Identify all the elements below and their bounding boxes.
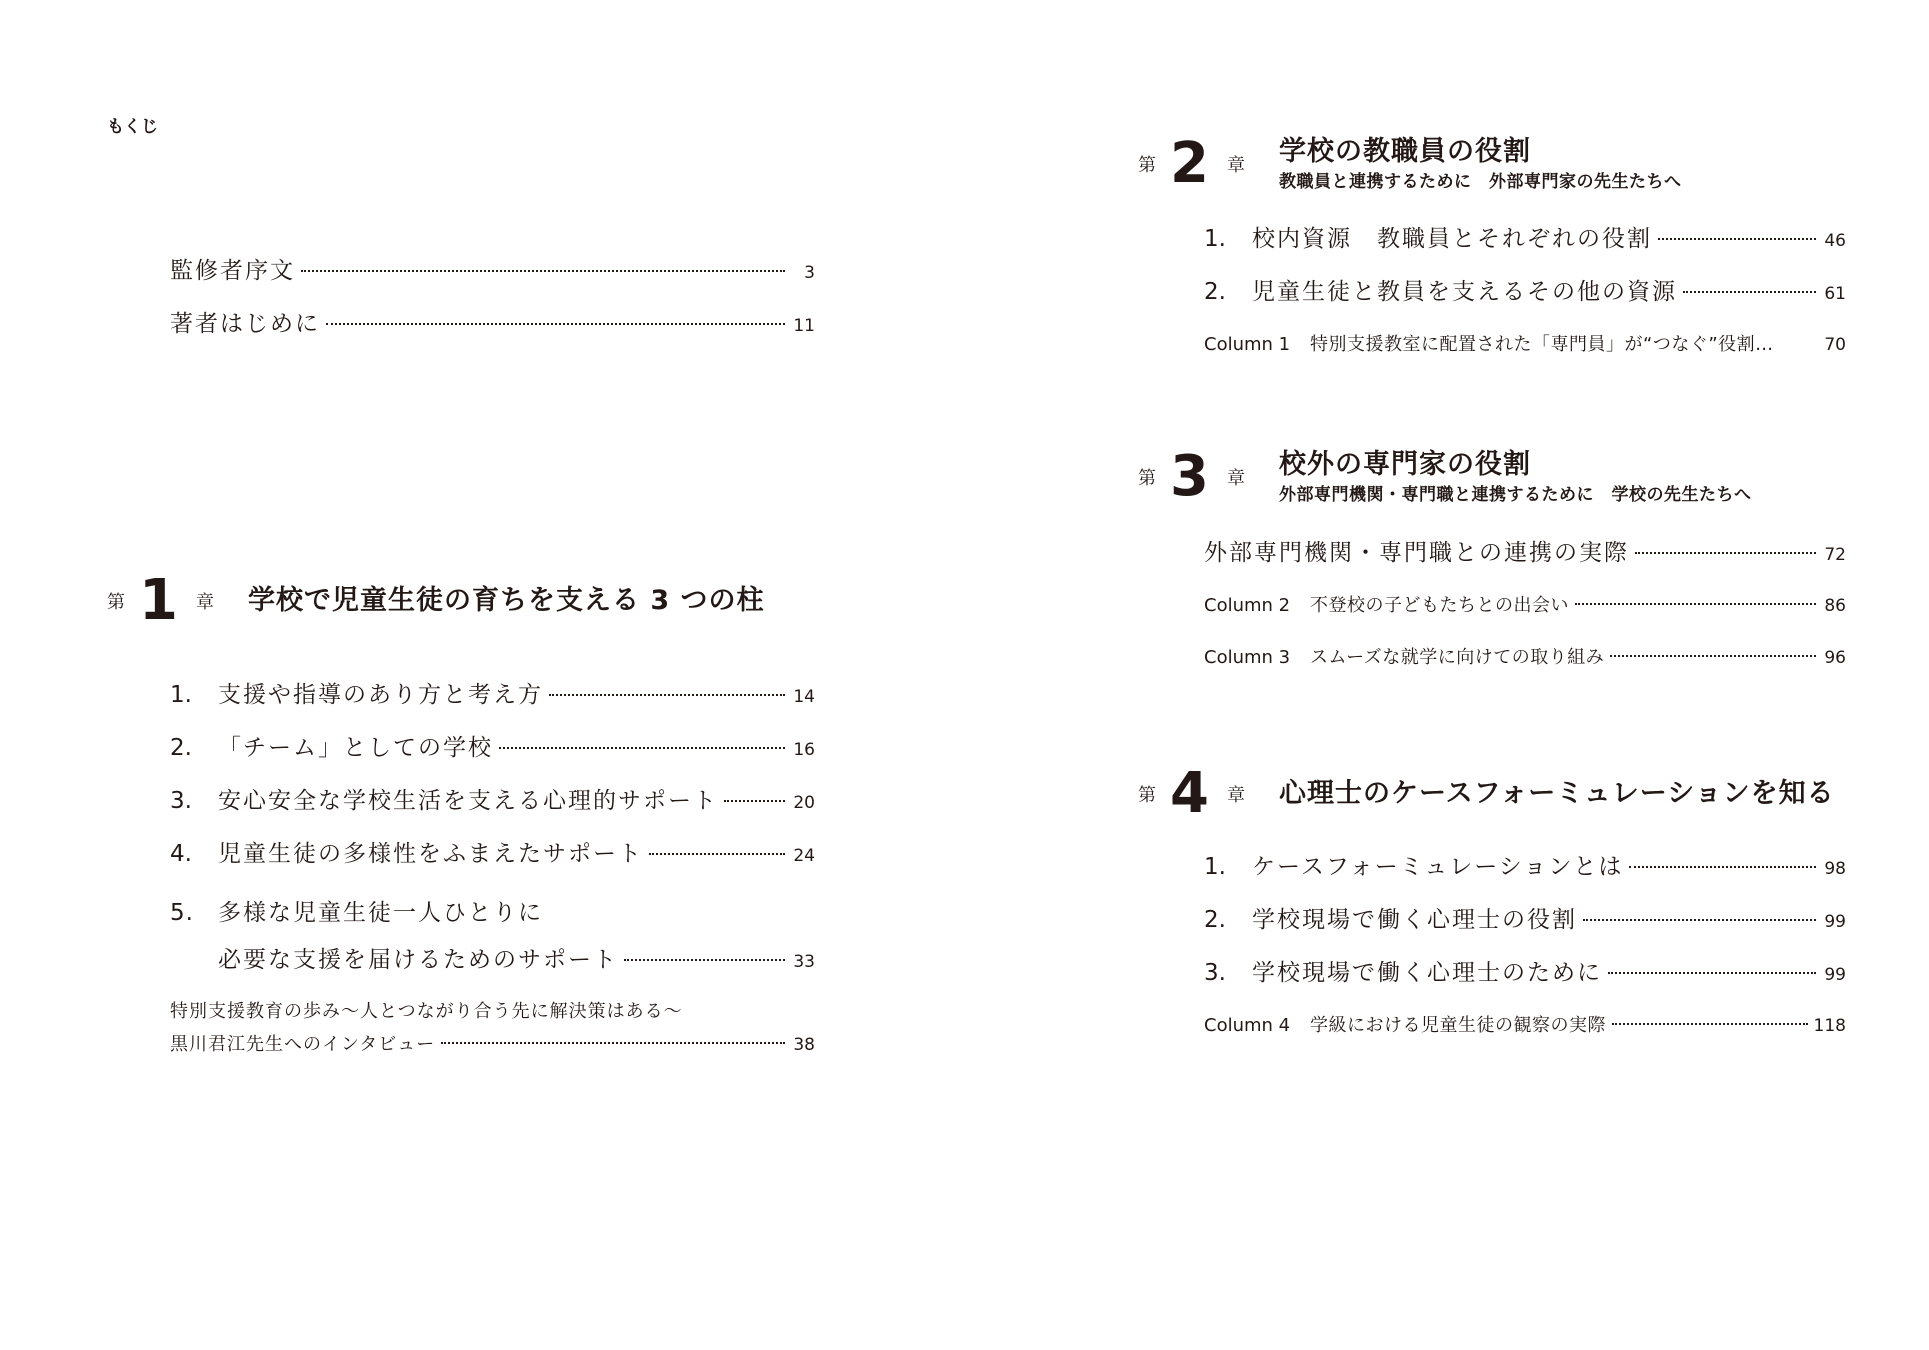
dot-leader [1610,655,1816,657]
entry-title: 多様な児童生徒一人ひとりに [218,900,543,926]
page-number: 3 [804,263,815,283]
column-label: Column 1 [1204,334,1291,355]
dot-leader [1635,552,1816,554]
entry-title: 監修者序文 [170,258,295,284]
page-number: 20 [793,793,815,813]
toc-entry-3-1[interactable] [1204,534,1846,567]
entry-number: 2. [1204,907,1226,933]
dot-leader [1612,1023,1808,1025]
column-label: Column 3 [1204,647,1291,668]
page-number: 16 [793,740,815,760]
toc-entry-column-4[interactable] [1204,1011,1846,1037]
chapter-suffix: 章 [1226,155,1245,177]
chapter-2-heading[interactable] [1138,131,1682,197]
entry-number: 4. [170,841,192,867]
chapter-number: 2 [1170,131,1209,197]
page-number: 86 [1824,596,1846,616]
toc-entry-2-1[interactable] [1204,220,1846,253]
chapter-1-heading[interactable] [107,568,765,633]
dot-leader [1583,919,1816,921]
left-page [0,0,964,1350]
toc-entry-column-1[interactable] [1204,330,1846,356]
chapter-prefix: 第 [1138,785,1156,806]
chapter-title: 学校の教職員の役割 [1278,136,1531,167]
toc-entry-interview[interactable] [170,1030,815,1056]
entry-title: 外部専門機関・専門職との連携の実際 [1204,540,1629,566]
page-number: 99 [1824,912,1846,932]
entry-title: ケースフォーミュレーションとは [1252,854,1624,880]
chapter-title: 学校で児童生徒の育ちを支える 3 つの柱 [247,585,765,617]
toc-entry-1-1[interactable] [170,676,815,709]
right-page [964,0,1929,1350]
entry-number: 1. [1204,226,1226,252]
page-number: 38 [793,1035,815,1055]
entry-title: 必要な支援を届けるためのサポート [218,947,618,973]
page-number: 72 [1824,545,1846,565]
column-label: Column 4 [1204,1015,1291,1036]
toc-entry-4-3[interactable] [1204,954,1846,987]
entry-title: 児童生徒と教員を支えるその他の資源 [1252,279,1677,305]
page-number: 11 [793,316,815,336]
dot-leader [1608,972,1816,974]
entry-title: 学級における児童生徒の観察の実際 [1310,1015,1606,1036]
dot-leader [1575,603,1816,605]
page-number: 118 [1813,1016,1846,1036]
dot-leader [1683,291,1816,293]
dot-leader [499,747,785,749]
chapter-number: 1 [139,568,178,633]
page-number: 99 [1824,965,1846,985]
chapter-prefix: 第 [107,592,125,613]
entry-title: 学校現場で働く心理士のために [1252,960,1602,986]
dot-leader [724,800,785,802]
chapter-subtitle: 教職員と連携するために 外部専門家の先生たちへ [1278,172,1682,193]
dot-leader [1658,238,1816,240]
entry-title: 黒川君江先生へのインタビュー [170,1034,436,1055]
dot-leader [1629,866,1816,868]
entry-number: 1. [1204,854,1226,880]
toc-entry-1-3[interactable] [170,782,815,815]
page-number: 61 [1824,284,1846,304]
page-number: 33 [793,952,815,972]
page-number: 98 [1824,859,1846,879]
chapter-number: 3 [1170,444,1209,510]
entry-number: 3. [170,788,192,814]
chapter-prefix: 第 [1138,468,1156,490]
toc-entry-column-3[interactable] [1204,643,1846,669]
entry-title: 特別支援教室に配置された「専門員」が“つなぐ”役割… [1310,334,1774,355]
toc-entry-1-5-line1[interactable] [170,894,543,927]
chapter-subtitle: 外部専門機関・専門職と連携するために 学校の先生たちへ [1278,485,1752,506]
entry-number: 2. [170,735,192,761]
dot-leader [301,270,785,272]
toc-entry-preface[interactable] [170,252,815,285]
page-number: 96 [1824,648,1846,668]
entry-title: 校内資源 教職員とそれぞれの役割 [1252,226,1652,252]
entry-title: 安心安全な学校生活を支える心理的サポート [218,788,718,814]
page-number: 14 [793,687,815,707]
entry-title: 児童生徒の多様性をふまえたサポート [218,841,643,867]
entry-title: 支援や指導のあり方と考え方 [218,682,543,708]
toc-entry-2-2[interactable] [1204,273,1846,306]
chapter-number: 4 [1170,761,1209,826]
chapter-4-heading[interactable] [1138,761,1835,826]
chapter-3-heading[interactable] [1138,444,1752,510]
page-number: 24 [793,846,815,866]
toc-entry-1-2[interactable] [170,729,815,762]
entry-number: 3. [1204,960,1226,986]
entry-number: 5. [170,900,194,926]
dot-leader [649,853,785,855]
toc-entry-4-2[interactable] [1204,901,1846,934]
entry-title: 不登校の子どもたちとの出会い [1310,595,1569,616]
entry-title: スムーズな就学に向けての取り組み [1310,647,1605,668]
column-label: Column 2 [1204,595,1291,616]
entry-title: 著者はじめに [170,311,320,337]
entry-title: 学校現場で働く心理士の役割 [1252,907,1577,933]
toc-label: もくじ [107,117,158,137]
toc-entry-1-4[interactable] [170,835,815,868]
toc-entry-column-2[interactable] [1204,591,1846,617]
chapter-suffix: 章 [1226,468,1245,490]
dot-leader [624,959,785,961]
dot-leader [549,694,785,696]
entry-number: 1. [170,682,192,708]
entry-number: 2. [1204,279,1226,305]
toc-entry-introduction[interactable] [170,305,815,338]
chapter-title: 校外の専門家の役割 [1278,449,1531,480]
entry-title: 「チーム」としての学校 [218,735,493,761]
page-number: 70 [1824,335,1846,355]
interview-line1: 特別支援教育の歩み～人とつながり合う先に解決策はある～ [170,1001,683,1022]
toc-entry-4-1[interactable] [1204,848,1846,881]
chapter-suffix: 章 [1226,785,1245,806]
dot-leader [326,323,785,325]
toc-entry-1-5-line2[interactable] [218,941,815,974]
chapter-prefix: 第 [1138,155,1156,177]
chapter-suffix: 章 [195,592,214,613]
dot-leader [441,1042,785,1044]
page-number: 46 [1824,231,1846,251]
chapter-title: 心理士のケースフォーミュレーションを知る [1278,778,1835,810]
